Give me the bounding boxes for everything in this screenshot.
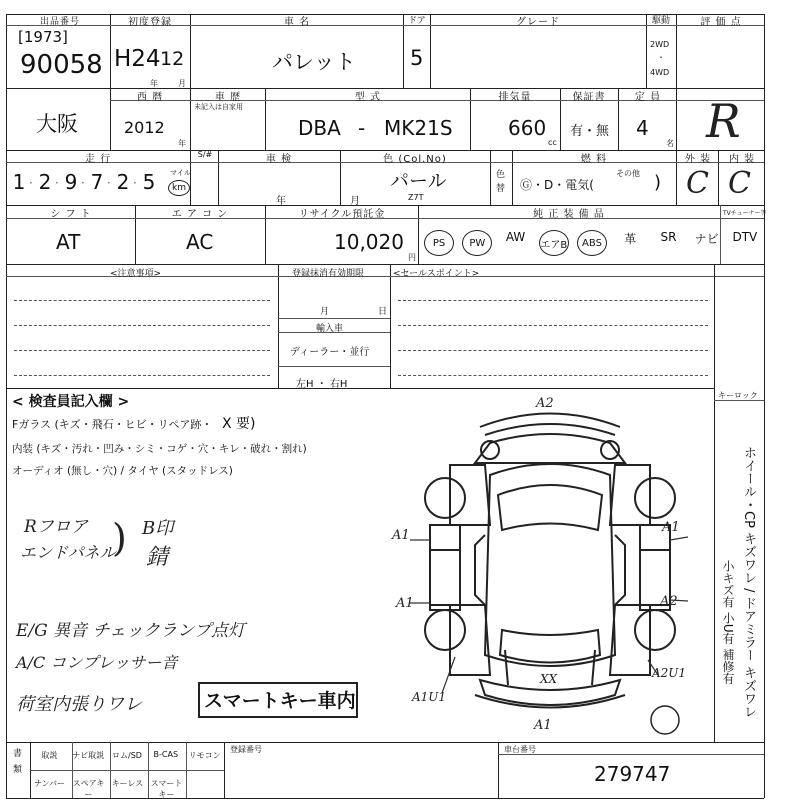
chassis-number: 279747 bbox=[594, 762, 671, 786]
handwritten-bracket: ) bbox=[112, 516, 127, 560]
equipment-item bbox=[535, 230, 573, 256]
document-item: B-CAS bbox=[153, 750, 179, 759]
front-left-wheel bbox=[425, 478, 465, 518]
rear-window bbox=[500, 630, 600, 663]
cc-unit: cc bbox=[548, 138, 557, 147]
mileage-digit: 2 bbox=[38, 170, 52, 194]
mark-right-lower: A2 bbox=[660, 594, 678, 609]
exterior-grade: C bbox=[686, 166, 709, 201]
odometer-label: S/# bbox=[197, 150, 213, 159]
history-label: 車 歴 bbox=[214, 92, 242, 103]
recycle-label: リサイクル預託金 bbox=[298, 209, 386, 220]
caution-label: <注意事項> bbox=[110, 269, 162, 279]
year-label: 西 暦 bbox=[136, 92, 164, 103]
diagram-circle-marker bbox=[651, 706, 679, 734]
model-name-label: 車 名 bbox=[283, 17, 311, 28]
front-right-wheel bbox=[635, 478, 675, 518]
rear-right-quarter bbox=[610, 605, 650, 675]
displacement: 660 bbox=[508, 116, 547, 140]
equipment-label: PS bbox=[424, 230, 454, 256]
fuel-other: その他 bbox=[616, 169, 640, 178]
mileage-digit: 2 bbox=[116, 170, 130, 194]
steering-value: 左H ・ 右H bbox=[296, 379, 348, 390]
interior-label: 内 装 bbox=[728, 154, 756, 165]
document-item: キーレス bbox=[111, 779, 144, 788]
capacity-label: 定 員 bbox=[634, 92, 662, 103]
mark-left-lower: A1 bbox=[396, 596, 414, 611]
equipment-label: 純 正 装 備 品 bbox=[533, 209, 605, 220]
equipment-label: AW bbox=[505, 230, 526, 244]
reg-expiry-label: 登録抹消有効期限 bbox=[292, 269, 365, 279]
exterior-label: 外 装 bbox=[684, 154, 712, 165]
mileage-digit: 5 bbox=[142, 170, 156, 194]
equipment-label: DTV bbox=[732, 230, 758, 244]
mark-trunk: XX bbox=[540, 672, 558, 686]
chassis-label: 車台番号 bbox=[504, 745, 536, 754]
lot-number: 90058 bbox=[20, 50, 103, 80]
tuner-label: TVチューナー等 bbox=[723, 210, 767, 217]
region: 大阪 bbox=[36, 112, 78, 136]
document-item: 取説 bbox=[41, 751, 58, 760]
equipment-label: エアB bbox=[539, 230, 569, 256]
digit-separator: · bbox=[107, 176, 111, 190]
rear-left-quarter bbox=[450, 605, 490, 675]
month-unit: 月 bbox=[178, 79, 186, 88]
history-note: 未記入は自家用 bbox=[194, 103, 243, 111]
grade-label: グレード bbox=[516, 17, 560, 28]
reg-month: 月 bbox=[320, 307, 330, 317]
model-code-a: DBA bbox=[298, 116, 341, 140]
car-damage-diagram bbox=[390, 395, 710, 740]
mileage-label: 走 行 bbox=[84, 154, 112, 165]
equipment-label: ABS bbox=[577, 230, 607, 256]
handwritten-rfloor: Rフロア bbox=[24, 517, 88, 537]
key-lock-label: キーロック bbox=[718, 391, 758, 400]
model-code-b: MK21S bbox=[384, 116, 453, 140]
model-code-label: 型 式 bbox=[354, 92, 382, 103]
eval-label: 評 価 点 bbox=[700, 17, 742, 28]
digit-separator: · bbox=[133, 176, 137, 190]
mileage-mile: マイル bbox=[170, 169, 191, 177]
year-value: 2012 bbox=[124, 118, 165, 137]
color-code: Z7T bbox=[408, 193, 424, 202]
equipment-row bbox=[420, 222, 764, 262]
front-right-fender bbox=[610, 465, 650, 525]
model-code-dash: - bbox=[358, 116, 366, 140]
mark-rear-right: A2U1 bbox=[652, 666, 687, 680]
smart-key-text: スマートキー車内 bbox=[204, 690, 356, 712]
footer-row1 bbox=[30, 744, 224, 768]
rear-right-wheel bbox=[635, 610, 675, 650]
lot-label: 出品番号 bbox=[39, 17, 80, 27]
mileage-km: km bbox=[172, 183, 186, 193]
shift-label: シ フ ト bbox=[50, 209, 92, 220]
hood bbox=[475, 434, 625, 463]
drive-label: 駆動 bbox=[651, 16, 670, 26]
handwritten-cargo: 荷室内張りワレ bbox=[16, 694, 142, 715]
mileage-digit: 1 bbox=[12, 170, 26, 194]
mark-top: A2 bbox=[536, 396, 554, 411]
inspector-line3: オーディオ (無し・穴) / タイヤ (スタッドレス) bbox=[12, 465, 233, 477]
sales-point-label: <セールスポイント> bbox=[393, 269, 480, 279]
footer-row2 bbox=[30, 772, 186, 799]
equipment-item bbox=[726, 230, 764, 244]
equipment-item bbox=[649, 230, 687, 244]
docs-label: 書類 bbox=[13, 749, 23, 775]
rear-left-wheel bbox=[425, 610, 465, 650]
right-front-door bbox=[640, 525, 670, 605]
mileage-digit: 9 bbox=[64, 170, 78, 194]
warranty-label: 保証書 bbox=[572, 92, 606, 103]
first-reg-value: H24 bbox=[114, 46, 161, 72]
recycle-unit: 円 bbox=[408, 253, 416, 262]
handwritten-rust: 錆 bbox=[146, 545, 169, 570]
ac: AC bbox=[186, 230, 214, 254]
mark-rear-center: A1 bbox=[534, 718, 552, 733]
displacement-label: 排気量 bbox=[498, 92, 532, 103]
front-left-fender bbox=[450, 465, 490, 525]
inspection-label: 車 検 bbox=[265, 154, 293, 165]
digit-separator: · bbox=[29, 176, 33, 190]
mark-right-upper: A1 bbox=[662, 520, 680, 535]
handwritten-b-mark: B印 bbox=[142, 518, 174, 539]
side-note-2: 小キズ有 小U有 補修有 bbox=[721, 560, 735, 685]
inspection-month: 月 bbox=[350, 196, 360, 207]
mileage-km-circle bbox=[168, 180, 190, 196]
drive-dot: ・ bbox=[657, 53, 665, 62]
year-unit: 年 bbox=[150, 79, 158, 88]
color-label: 色 (Col.No) bbox=[383, 154, 447, 165]
inspector-line1-mark: X 要) bbox=[222, 416, 256, 432]
left-front-door bbox=[430, 525, 460, 605]
digit-separator: · bbox=[55, 176, 59, 190]
side-note-1: ホイール・CP キズワレ / ドアミラー キズワレ bbox=[741, 446, 756, 718]
lot-prefix: [1973] bbox=[18, 28, 68, 46]
recycle-amount: 10,020 bbox=[334, 230, 404, 254]
reg-day: 日 bbox=[378, 307, 388, 317]
door-label: ドア bbox=[408, 16, 426, 26]
import-value: ディーラー・並行 bbox=[290, 347, 370, 358]
equipment-item bbox=[458, 230, 496, 256]
left-pillar bbox=[475, 535, 485, 605]
equipment-label: SR bbox=[660, 230, 677, 244]
inspector-line2: 内装 (キズ・汚れ・凹み・シミ・コゲ・穴・キレ・破れ・割れ) bbox=[12, 443, 307, 455]
capacity-unit: 名 bbox=[666, 139, 674, 148]
ac-label: エ ア コ ン bbox=[171, 209, 229, 220]
equipment-item bbox=[688, 230, 726, 247]
document-item: ナンバー bbox=[33, 779, 66, 788]
inspection-year: 年 bbox=[276, 196, 286, 207]
fuel-paren-close: ) bbox=[654, 172, 662, 193]
drive-4wd: 4WD bbox=[650, 68, 670, 77]
fuel-label: 燃 料 bbox=[580, 154, 608, 165]
mileage-digit: 7 bbox=[90, 170, 104, 194]
eval-score: R bbox=[706, 94, 741, 148]
year-unit-2: 年 bbox=[178, 139, 186, 148]
document-item: スペアキー bbox=[72, 779, 105, 799]
handwritten-engine: E/G 異音 チェックランプ点灯 bbox=[16, 621, 246, 641]
shift: AT bbox=[56, 230, 81, 254]
windshield bbox=[498, 485, 602, 530]
model-name: パレット bbox=[272, 50, 356, 74]
fuel-options: Ⓖ・D・電気( bbox=[520, 178, 594, 192]
mileage-digits bbox=[10, 170, 170, 200]
equipment-label: PW bbox=[462, 230, 492, 256]
reg-number-label: 登録番号 bbox=[230, 745, 262, 754]
mark-left-upper: A1 bbox=[392, 528, 410, 543]
inspector-line1: Fガラス (キズ・飛石・ヒビ・リペア跡・ bbox=[12, 418, 213, 431]
equipment-item bbox=[420, 230, 458, 256]
equipment-item bbox=[573, 230, 611, 256]
document-item: スマートキー bbox=[150, 779, 183, 799]
equipment-item bbox=[611, 230, 649, 247]
drive-2wd: 2WD bbox=[650, 40, 670, 49]
handwritten-ac: A/C コンプレッサー音 bbox=[16, 653, 178, 672]
import-label: 輸入車 bbox=[316, 324, 344, 334]
document-item: ロム/SD bbox=[112, 751, 142, 760]
interior-grade: C bbox=[728, 166, 751, 201]
color-change-label: 色替 bbox=[496, 170, 506, 194]
doors: 5 bbox=[410, 46, 424, 70]
digit-separator: · bbox=[81, 176, 85, 190]
equipment-label: ナビ bbox=[694, 232, 719, 246]
handwritten-endpanel: エンドパネル bbox=[20, 543, 116, 562]
equipment-item bbox=[496, 230, 534, 244]
mark-rear-left: A1U1 bbox=[412, 690, 447, 704]
first-reg-label: 初度登録 bbox=[128, 17, 172, 28]
capacity: 4 bbox=[636, 116, 649, 140]
document-item: ナビ取説 bbox=[72, 751, 105, 760]
inspector-title: < 検査員記入欄 > bbox=[12, 394, 130, 410]
document-item: リモコン bbox=[188, 751, 221, 760]
first-reg-month: 12 bbox=[160, 48, 185, 70]
equipment-label: 革 bbox=[624, 232, 637, 246]
warranty-value: 有・無 bbox=[570, 124, 610, 139]
color-value: パール bbox=[390, 170, 447, 192]
